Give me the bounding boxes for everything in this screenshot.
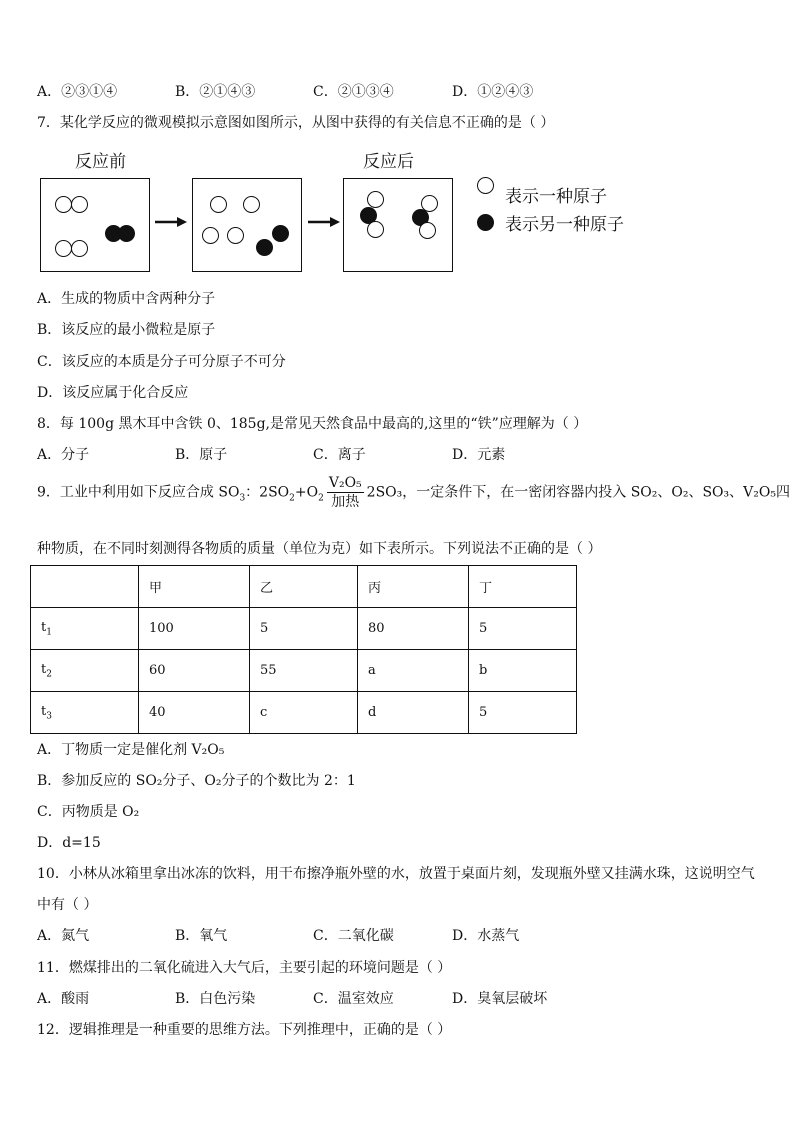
q10-option-a: A．氮气	[37, 928, 90, 944]
q7-option-d: D．该反应属于化合反应	[37, 385, 189, 401]
legend-white: 表示一种原子	[505, 187, 607, 207]
box-before-2	[192, 178, 302, 272]
q8-option-a: A．分子	[37, 447, 90, 463]
q6-option-a: A．②③①④	[37, 84, 118, 100]
q9-option-d: D．d=15	[37, 835, 101, 851]
reaction-condition: $\frac{\text{V₂O₅}}{\text{加热}}$	[328, 475, 362, 510]
q10-stem-line2: 中有（ ）	[37, 897, 98, 913]
arrow-icon	[155, 216, 187, 228]
q8-option-d: D．元素	[452, 447, 506, 463]
q10-option-d: D．水蒸气	[452, 928, 520, 944]
white-atom-icon	[477, 177, 494, 194]
q7-stem: 7．某化学反应的微观模拟示意图如图所示，从图中获得的有关信息不正确的是（ ）	[37, 115, 555, 131]
table-row: $t_1$ 100 5 80 5	[31, 608, 577, 650]
q8-stem: 8．每 100g 黑木耳中含铁 0、185g,是常见天然食品中最高的,这里的“铁”应理解为（ ）	[37, 416, 588, 432]
box-after	[343, 178, 453, 272]
label-after: 反应后	[363, 152, 414, 172]
q8-option-b: B．原子	[175, 447, 228, 463]
q11-option-b: B．白色污染	[175, 991, 256, 1007]
q7-option-a: A．生成的物质中含两种分子	[37, 291, 216, 307]
q12-stem: 12．逻辑推理是一种重要的思维方法。下列推理中，正确的是（ ）	[37, 1022, 452, 1038]
arrow-icon	[308, 216, 340, 228]
box-before-1	[40, 178, 150, 272]
q9-option-b: B．参加反应的 SO₂分子、O₂分子的个数比为 2：1	[37, 773, 356, 789]
q10-option-c: C．二氧化碳	[313, 928, 394, 944]
mass-table	[30, 565, 577, 734]
q11-option-a: A．酸雨	[37, 991, 90, 1007]
table-row: $t_3$ 40 c d 5	[31, 692, 577, 734]
q9-stem: 9．工业中利用如下反应合成 $SO_3$：$2SO_2+O_2$ $\frac{\text{V₂O₅}}{\text{加热}}$ 2SO₃，一定条件下，在一密闭容器内投入 SO₂、O₂、SO₃、V₂O₅四	[37, 475, 790, 510]
q9-option-c: C．丙物质是 O₂	[37, 804, 140, 820]
q10-option-b: B．氧气	[175, 928, 228, 944]
q11-option-d: D．臭氧层破坏	[452, 991, 548, 1007]
black-atom-icon	[477, 214, 494, 231]
q8-option-c: C．离子	[313, 447, 366, 463]
q11-option-c: C．温室效应	[313, 991, 394, 1007]
q6-option-b: B．②①④③	[175, 84, 256, 100]
q7-option-c: C．该反应的本质是分子可分原子不可分	[37, 354, 286, 370]
legend-black: 表示另一种原子	[505, 215, 624, 235]
table-header: 甲 乙 丙 丁	[31, 566, 577, 608]
q11-stem: 11．燃煤排出的二氧化硫进入大气后，主要引起的环境问题是（ ）	[37, 960, 452, 976]
q9-stem-line2: 种物质，在不同时刻测得各物质的质量（单位为克）如下表所示。下列说法不正确的是（ ）	[37, 541, 602, 557]
q6-option-c: C．②①③④	[313, 84, 394, 100]
table-row: $t_2$ 60 55 a b	[31, 650, 577, 692]
q9-option-a: A．丁物质一定是催化剂 V₂O₅	[37, 742, 225, 758]
q10-stem: 10．小林从冰箱里拿出冰冻的饮料，用干布擦净瓶外壁的水，放置于桌面片刻，发现瓶外壁又挂满水珠，这说明空气	[37, 866, 755, 882]
label-before: 反应前	[75, 152, 126, 172]
q6-option-d: D．①②④③	[452, 84, 534, 100]
q7-option-b: B．该反应的最小微粒是原子	[37, 322, 216, 338]
